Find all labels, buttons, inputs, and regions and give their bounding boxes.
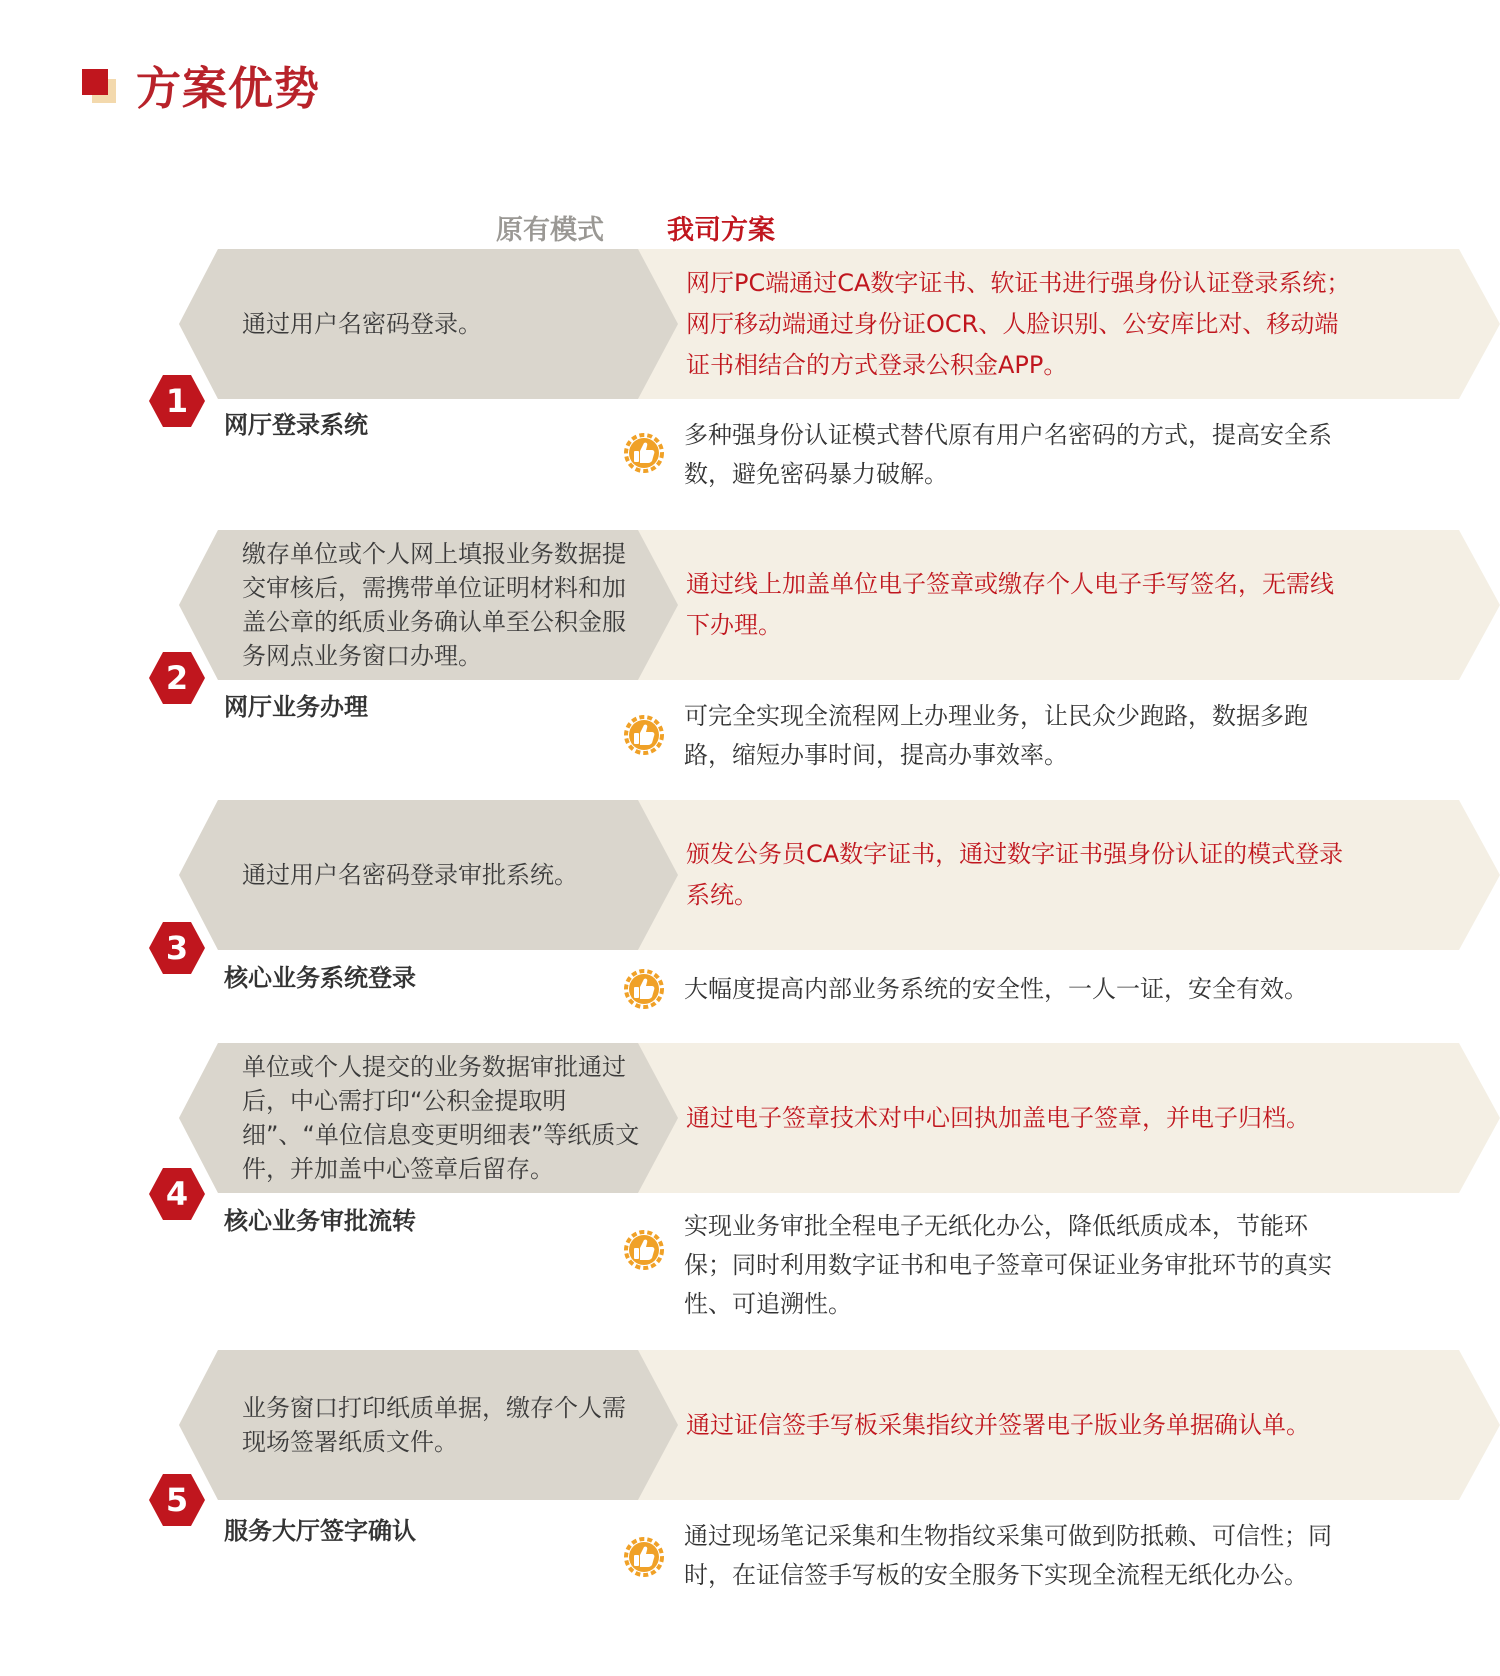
item-label: 网厅业务办理	[224, 693, 368, 721]
benefit-text: 大幅度提高内部业务系统的安全性，一人一证，安全有效。	[684, 975, 1308, 1003]
comparison-row-2	[0, 530, 1500, 770]
solution-text: 通过线上加盖单位电子签章或缴存个人电子手写签名，无需线下办理。	[686, 570, 1334, 639]
step-number-badge	[147, 1470, 207, 1530]
step-number: 1	[165, 382, 189, 420]
old-mode-text: 单位或个人提交的业务数据审批通过后，中心需打印“公积金提取明细”、“单位信息变更明细表”等纸质文件，并加盖中心签章后留存。	[242, 1053, 640, 1183]
benefit-text: 多种强身份认证模式替代原有用户名密码的方式，提高安全系数，避免密码暴力破解。	[684, 421, 1332, 488]
column-header-our-solution: 我司方案	[667, 215, 775, 246]
item-label: 网厅登录系统	[224, 411, 368, 439]
solution-text: 网厅PC端通过CA数字证书、软证书进行强身份认证登录系统；网厅移动端通过身份证OCR、人脸识别、公安库比对、移动端证书相结合的方式登录公积金APP。	[686, 268, 1351, 379]
solution-text: 通过证信签手写板采集指纹并签署电子版业务单据确认单。	[686, 1410, 1310, 1439]
benefit-text: 通过现场笔记采集和生物指纹采集可做到防抵赖、可信性；同时，在证信签手写板的安全服务下实现全流程无纸化办公。	[684, 1522, 1332, 1589]
step-number: 5	[165, 1481, 189, 1519]
thumbs-up-icon	[622, 1535, 666, 1579]
comparison-row-3	[0, 800, 1500, 1020]
thumbs-up-icon	[622, 967, 666, 1011]
old-mode-text: 通过用户名密码登录。	[242, 310, 482, 338]
benefit-text: 可完全实现全流程网上办理业务，让民众少跑路，数据多跑路，缩短办事时间，提高办事效率。	[684, 702, 1308, 769]
step-number: 3	[165, 929, 189, 967]
step-number-badge	[147, 918, 207, 978]
step-number: 2	[165, 659, 189, 697]
comparison-row-5	[0, 1350, 1500, 1600]
solution-text: 颁发公务员CA数字证书，通过数字证书强身份认证的模式登录系统。	[686, 840, 1344, 909]
item-label: 服务大厅签字确认	[224, 1517, 416, 1545]
old-mode-text: 通过用户名密码登录审批系统。	[242, 861, 578, 889]
page-title: 方案优势	[136, 62, 321, 115]
item-label: 核心业务审批流转	[224, 1207, 416, 1235]
comparison-row-4	[0, 1043, 1500, 1323]
thumbs-up-icon	[622, 713, 666, 757]
old-mode-text: 业务窗口打印纸质单据，缴存个人需现场签署纸质文件。	[242, 1394, 626, 1456]
column-header-old-mode: 原有模式	[496, 215, 604, 246]
step-number: 4	[165, 1175, 189, 1213]
solution-text: 通过电子签章技术对中心回执加盖电子签章，并电子归档。	[686, 1103, 1310, 1132]
item-label: 核心业务系统登录	[224, 964, 416, 992]
old-mode-text: 缴存单位或个人网上填报业务数据提交审核后，需携带单位证明材料和加盖公章的纸质业务确认单至公积金服务网点业务窗口办理。	[242, 540, 626, 670]
step-number-badge	[147, 371, 207, 431]
benefit-text: 实现业务审批全程电子无纸化办公，降低纸质成本，节能环保；同时利用数字证书和电子签章可保证业务审批环节的真实性、可追溯性。	[684, 1212, 1332, 1318]
thumbs-up-icon	[622, 1228, 666, 1272]
square-bullet-icon	[82, 69, 118, 105]
step-number-badge	[147, 648, 207, 708]
step-number-badge	[147, 1164, 207, 1224]
comparison-row-1	[0, 249, 1500, 488]
thumbs-up-icon	[622, 431, 666, 475]
